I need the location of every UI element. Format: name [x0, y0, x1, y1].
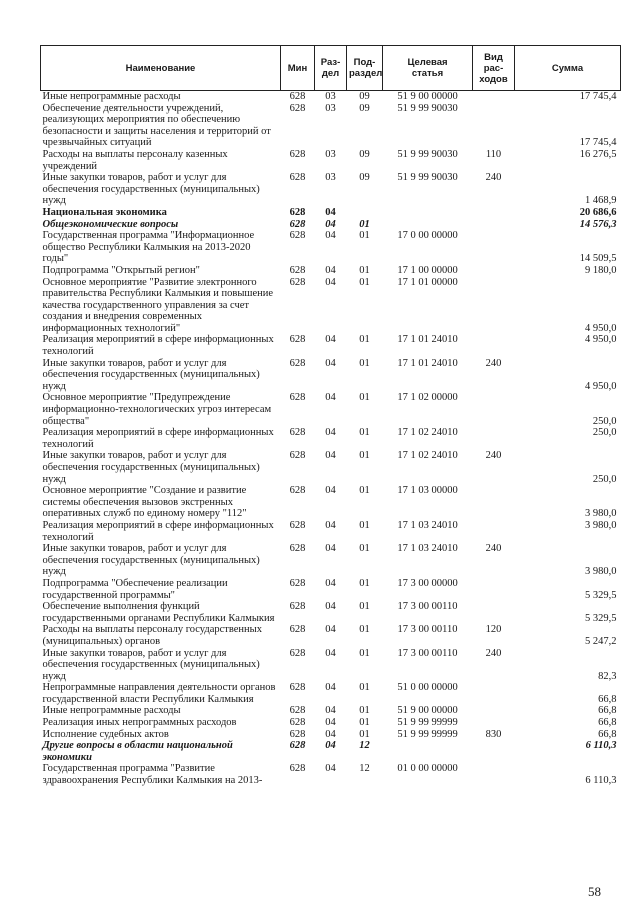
cell-celevaya: 17 1 02 24010	[397, 427, 458, 439]
cell-vid	[473, 277, 515, 335]
cell-podrazdel: 01	[359, 392, 370, 404]
cell-name: Реализация мероприятий в сфере информационных технологий	[42, 334, 274, 358]
table-row	[41, 543, 621, 578]
table-row	[41, 578, 621, 601]
header-razdel-text: Раз- дел	[320, 57, 341, 79]
cell-summa: 6 110,3	[585, 775, 617, 787]
table-row	[41, 705, 621, 717]
cell-summa: 16 276,5	[579, 148, 617, 160]
header-podrazdel-text: Под- раздел	[349, 57, 383, 79]
cell-podrazdel: 01	[359, 577, 370, 589]
cell-summa: 14 576,3	[579, 218, 617, 230]
table-row	[41, 103, 621, 149]
cell-celevaya	[383, 207, 473, 219]
cell-razdel: 04	[325, 206, 336, 218]
cell-vid	[473, 740, 515, 763]
cell-razdel: 04	[325, 334, 336, 346]
cell-name: Реализация иных непрограммных расходов	[42, 717, 237, 729]
cell-name: Иные закупки товаров, работ и услуг для обеспечения государственных (муниципальных) нужд	[42, 357, 260, 392]
cell-celevaya: 17 1 02 24010	[397, 450, 458, 462]
cell-vid	[473, 485, 515, 520]
cell-summa: 250,0	[592, 473, 617, 485]
cell-vid	[473, 763, 515, 786]
cell-vid: 240	[485, 172, 502, 184]
cell-vid: 110	[485, 148, 502, 160]
table-row	[41, 763, 621, 786]
cell-name: Расходы на выплаты персоналу казенных учреждений	[42, 148, 228, 172]
table-row	[41, 740, 621, 763]
cell-podrazdel: 01	[359, 230, 370, 242]
cell-min: 628	[289, 427, 306, 439]
cell-vid	[473, 265, 515, 277]
table-row	[41, 91, 621, 103]
cell-razdel: 03	[325, 148, 336, 160]
cell-celevaya: 17 1 01 24010	[397, 357, 458, 369]
cell-summa: 250,0	[592, 415, 617, 427]
cell-name: Обеспечение выполнения функций государственными органами Республики Калмыкия	[42, 601, 275, 624]
cell-name: Реализация мероприятий в сфере информационных технологий	[42, 427, 274, 450]
cell-summa: 20 686,6	[579, 206, 617, 218]
cell-name: Иные закупки товаров, работ и услуг для обеспечения государственных (муниципальных) нужд	[42, 172, 260, 207]
cell-name: Национальная экономика	[42, 206, 167, 218]
cell-vid	[473, 91, 515, 103]
cell-razdel: 04	[325, 264, 336, 276]
table-row	[41, 277, 621, 335]
cell-razdel: 04	[325, 705, 336, 717]
table-row	[41, 427, 621, 450]
cell-min: 628	[289, 601, 306, 613]
cell-razdel: 04	[325, 763, 336, 775]
cell-razdel: 04	[325, 717, 336, 729]
table-row	[41, 149, 621, 172]
table-row	[41, 334, 621, 357]
cell-min: 628	[289, 763, 306, 775]
cell-vid: 240	[485, 543, 502, 555]
header-razdel	[315, 46, 347, 91]
cell-name: Государственная программа "Информационное общество Республики Калмыкия на 2013-2020 годы"	[42, 230, 255, 265]
header-celevaya	[383, 46, 473, 91]
header-podrazdel	[347, 46, 383, 91]
cell-vid	[473, 705, 515, 717]
cell-razdel: 04	[325, 624, 336, 636]
cell-name: Иные закупки товаров, работ и услуг для обеспечения государственных (муниципальных) нужд	[42, 450, 260, 485]
cell-vid: 120	[485, 624, 502, 636]
cell-razdel: 04	[325, 427, 336, 439]
cell-name: Исполнение судебных актов	[42, 728, 169, 740]
cell-summa: 4 950,0	[585, 380, 617, 392]
cell-summa: 1 468,9	[585, 195, 617, 207]
cell-name: Расходы на выплаты персоналу государственных (муниципальных) органов	[42, 624, 262, 647]
cell-celevaya: 51 9 99 90030	[397, 102, 458, 114]
table-row	[41, 485, 621, 520]
cell-celevaya	[383, 740, 473, 763]
cell-razdel: 04	[325, 543, 336, 555]
cell-name: Иные непрограммные расходы	[42, 91, 181, 102]
table-row	[41, 624, 621, 647]
cell-celevaya: 51 9 99 99999	[397, 717, 458, 729]
cell-min: 628	[289, 230, 306, 242]
cell-celevaya: 17 3 00 00110	[397, 624, 458, 636]
cell-razdel: 04	[325, 519, 336, 531]
table-row	[41, 392, 621, 427]
cell-podrazdel: 09	[359, 172, 370, 184]
header-vid	[473, 46, 515, 91]
cell-summa: 9 180,0	[585, 264, 617, 276]
table-body	[41, 91, 621, 787]
cell-celevaya: 51 9 99 90030	[397, 148, 458, 160]
cell-podrazdel: 01	[359, 705, 370, 717]
cell-vid	[473, 219, 515, 231]
cell-min: 628	[289, 740, 306, 752]
cell-min: 628	[289, 624, 306, 636]
cell-name: Общеэкономические вопросы	[42, 218, 179, 230]
cell-vid	[473, 103, 515, 149]
cell-razdel: 04	[325, 647, 336, 659]
cell-vid	[473, 230, 515, 265]
cell-summa: 66,8	[598, 728, 617, 740]
cell-summa: 3 980,0	[585, 566, 617, 578]
cell-name: Основное мероприятие "Предупреждение информационно-технологических угроз интересам общества"	[42, 392, 272, 427]
cell-min: 628	[289, 485, 306, 497]
cell-summa: 17 745,4	[579, 137, 617, 149]
cell-razdel: 04	[325, 577, 336, 589]
table-row	[41, 172, 621, 207]
cell-name: Иные закупки товаров, работ и услуг для обеспечения государственных (муниципальных) нужд	[42, 543, 260, 578]
cell-celevaya: 51 0 00 00000	[397, 682, 458, 694]
cell-summa: 6 110,3	[585, 740, 617, 752]
cell-celevaya: 51 9 99 90030	[397, 172, 458, 184]
cell-vid	[473, 520, 515, 543]
header-summa: Сумма	[515, 46, 621, 91]
cell-summa: 5 247,2	[585, 635, 617, 647]
cell-podrazdel: 01	[359, 450, 370, 462]
table-header-row	[41, 46, 621, 91]
cell-summa: 3 980,0	[585, 519, 617, 531]
cell-summa: 66,8	[598, 693, 617, 705]
table-row	[41, 450, 621, 485]
cell-celevaya: 17 1 00 00000	[397, 264, 458, 276]
cell-podrazdel: 12	[359, 763, 370, 775]
cell-podrazdel: 01	[359, 485, 370, 497]
cell-summa: 82,3	[598, 670, 617, 682]
cell-vid: 240	[485, 647, 502, 659]
cell-summa: 14 509,5	[579, 253, 617, 265]
cell-name: Обеспечение деятельности учреждений, реализующих мероприятия по обеспечению безопасности и защиты населения и территорий от чрезвычайных ситуаций	[42, 102, 271, 149]
table-row	[41, 230, 621, 265]
cell-celevaya: 17 1 03 24010	[397, 543, 458, 555]
table-row	[41, 265, 621, 277]
cell-podrazdel: 01	[359, 334, 370, 346]
cell-vid	[473, 682, 515, 705]
cell-podrazdel: 01	[359, 276, 370, 288]
cell-celevaya: 51 9 00 00000	[397, 91, 458, 102]
cell-name: Основное мероприятие "Развитие электронного правительства Республики Калмыкия и повышение качества государственного управления за счет создания и внедрения современных информационных технологий"	[42, 276, 274, 334]
cell-podrazdel: 01	[359, 519, 370, 531]
cell-razdel: 04	[325, 728, 336, 740]
table-row	[41, 682, 621, 705]
header-celevaya-text: Целевая статья	[407, 57, 448, 79]
cell-celevaya: 17 1 03 00000	[397, 485, 458, 497]
cell-razdel: 04	[325, 230, 336, 242]
cell-razdel: 04	[325, 450, 336, 462]
cell-summa: 5 329,5	[585, 612, 617, 624]
cell-razdel: 03	[325, 91, 336, 102]
cell-min: 628	[289, 357, 306, 369]
table-row	[41, 219, 621, 231]
cell-podrazdel: 01	[359, 357, 370, 369]
cell-podrazdel: 01	[359, 218, 370, 230]
cell-razdel: 03	[325, 172, 336, 184]
cell-vid	[473, 578, 515, 601]
cell-celevaya	[383, 219, 473, 231]
cell-razdel: 04	[325, 485, 336, 497]
cell-razdel: 04	[325, 682, 336, 694]
cell-min: 628	[289, 682, 306, 694]
cell-podrazdel: 09	[359, 102, 370, 114]
cell-name: Реализация мероприятий в сфере информационных технологий	[42, 519, 274, 543]
cell-min: 628	[289, 218, 306, 230]
cell-celevaya: 17 3 00 00110	[397, 647, 458, 659]
cell-min: 628	[289, 334, 306, 346]
cell-celevaya: 17 1 02 00000	[397, 392, 458, 404]
cell-min: 628	[289, 705, 306, 717]
cell-podrazdel: 01	[359, 682, 370, 694]
cell-celevaya: 17 0 00 00000	[397, 230, 458, 242]
cell-vid: 830	[485, 728, 502, 740]
cell-min: 628	[289, 264, 306, 276]
cell-summa: 66,8	[598, 717, 617, 729]
table-row	[41, 601, 621, 624]
table-row	[41, 729, 621, 741]
cell-podrazdel: 01	[359, 543, 370, 555]
cell-podrazdel: 01	[359, 427, 370, 439]
cell-celevaya: 51 9 00 00000	[397, 705, 458, 717]
cell-summa: 3 980,0	[585, 508, 617, 520]
cell-name: Другие вопросы в области национальной экономики	[42, 740, 233, 763]
cell-vid: 240	[485, 357, 502, 369]
cell-name: Основное мероприятие "Создание и развитие системы обеспечения вызовов экстренных оперативных служб по единому номеру "112"	[42, 485, 247, 520]
cell-podrazdel: 01	[359, 264, 370, 276]
cell-vid	[473, 207, 515, 219]
cell-min: 628	[289, 148, 306, 160]
cell-vid	[473, 601, 515, 624]
cell-name: Подпрограмма "Обеспечение реализации государственной программы"	[42, 577, 228, 601]
cell-podrazdel	[347, 207, 383, 219]
page-number: 58	[588, 884, 601, 899]
cell-summa: 66,8	[598, 705, 617, 717]
cell-min: 628	[289, 577, 306, 589]
cell-vid	[473, 392, 515, 427]
cell-razdel: 04	[325, 601, 336, 613]
cell-min: 628	[289, 450, 306, 462]
cell-podrazdel: 01	[359, 647, 370, 659]
table-row	[41, 520, 621, 543]
cell-summa: 4 950,0	[585, 334, 617, 346]
table-row	[41, 207, 621, 219]
cell-min: 628	[289, 392, 306, 404]
cell-vid: 240	[485, 450, 502, 462]
table-row	[41, 358, 621, 393]
cell-celevaya: 01 0 00 00000	[397, 763, 458, 775]
cell-vid	[473, 334, 515, 357]
cell-vid	[473, 717, 515, 729]
cell-razdel: 04	[325, 276, 336, 288]
cell-podrazdel: 09	[359, 91, 370, 102]
cell-podrazdel: 12	[359, 740, 370, 752]
cell-vid	[473, 427, 515, 450]
cell-celevaya: 17 3 00 00000	[397, 577, 458, 589]
table-row	[41, 717, 621, 729]
cell-min: 628	[289, 91, 306, 102]
cell-summa: 250,0	[592, 427, 617, 439]
cell-min: 628	[289, 172, 306, 184]
cell-min: 628	[289, 647, 306, 659]
cell-podrazdel: 09	[359, 148, 370, 160]
cell-podrazdel: 01	[359, 728, 370, 740]
header-vid-text: Вид рас- ходов	[479, 51, 508, 85]
cell-name: Иные непрограммные расходы	[42, 705, 181, 717]
cell-razdel: 04	[325, 392, 336, 404]
cell-min: 628	[289, 276, 306, 288]
cell-min: 628	[289, 728, 306, 740]
cell-min: 628	[289, 543, 306, 555]
cell-min: 628	[289, 102, 306, 114]
cell-name: Подпрограмма "Открытый регион"	[42, 264, 200, 276]
table-row	[41, 648, 621, 683]
cell-min: 628	[289, 206, 306, 218]
cell-name: Иные закупки товаров, работ и услуг для обеспечения государственных (муниципальных) нужд	[42, 647, 260, 682]
cell-summa: 5 329,5	[585, 589, 617, 601]
budget-table	[40, 45, 621, 787]
cell-min: 628	[289, 717, 306, 729]
cell-summa: 17 745,4	[579, 91, 617, 102]
cell-razdel: 04	[325, 740, 336, 752]
header-min: Мин	[281, 46, 315, 91]
header-name: Наименование	[41, 46, 281, 91]
cell-celevaya: 17 3 00 00110	[397, 601, 458, 613]
cell-razdel: 04	[325, 218, 336, 230]
cell-celevaya: 51 9 99 99999	[397, 728, 458, 740]
cell-summa: 4 950,0	[585, 322, 617, 334]
cell-razdel: 04	[325, 357, 336, 369]
cell-name: Непрограммные направления деятельности органов государственной власти Республики Калмыкия	[42, 682, 276, 705]
cell-name: Государственная программа "Развитие здравоохранения Республики Калмыкия на 2013-	[42, 763, 263, 787]
cell-celevaya: 17 1 01 24010	[397, 334, 458, 346]
cell-celevaya: 17 1 01 00000	[397, 276, 458, 288]
cell-podrazdel: 01	[359, 601, 370, 613]
cell-celevaya: 17 1 03 24010	[397, 519, 458, 531]
cell-min: 628	[289, 519, 306, 531]
cell-podrazdel: 01	[359, 717, 370, 729]
cell-podrazdel: 01	[359, 624, 370, 636]
cell-razdel: 03	[325, 102, 336, 114]
